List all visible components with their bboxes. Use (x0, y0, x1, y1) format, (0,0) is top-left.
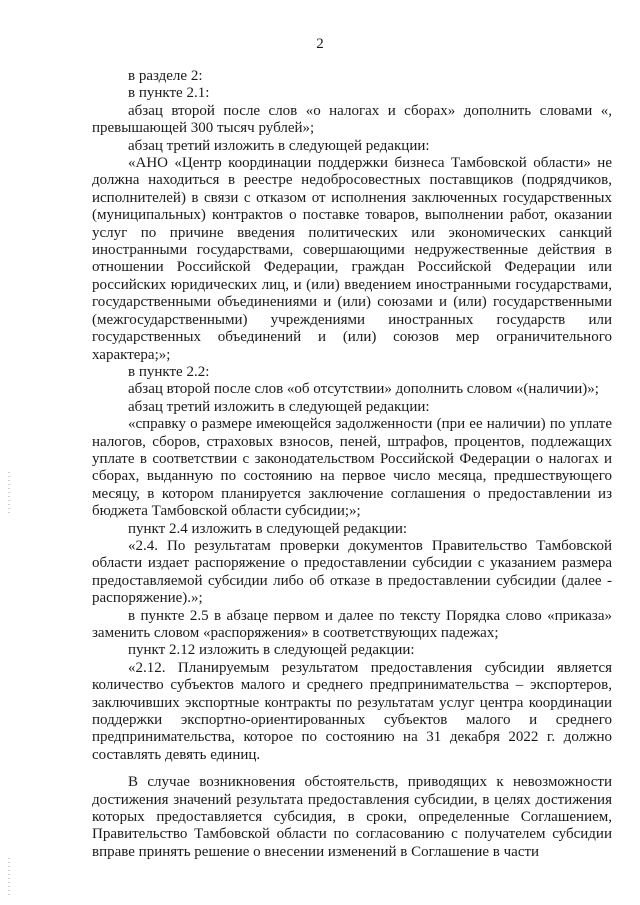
paragraph: «2.12. Планируемым результатом предоставления субсидии является количество субъектов малого и среднего предпринимательства – экспортеров, заключивших экспортные контракты по результатам услуг центра координации поддержки экспортно-ориентированных субъектов малого и среднего предпринимательства, которое по состоянию на 31 декабря 2022 г. должно составлять девять единиц. (92, 659, 612, 763)
paragraph: абзац третий изложить в следующей редакции: (128, 137, 430, 154)
scan-edge-mark (8, 472, 10, 514)
scan-edge-mark (8, 858, 10, 898)
paragraph: В случае возникновения обстоятельств, приводящих к невозможности достижения значений результата предоставления субсидии, в целях достижения которых предоставляется субсидия, в сроки, определенные Соглашением, Правительство Тамбовской области по согласованию с получателем субсидии вправе принять решение о внесении изменений в Соглашение в части (92, 774, 612, 860)
paragraph: в пункте 2.1: (128, 85, 210, 102)
paragraph: в разделе 2: (128, 68, 203, 84)
paragraph: пункт 2.12 изложить в следующей редакции: (128, 642, 415, 659)
paragraph: в пункте 2.5 в абзаце первом и далее по тексту Порядка слово «приказа» заменить словом «распоряжения» в соответствующих падежах; (92, 607, 612, 641)
paragraph: «справку о размере имеющейся задолженности (при ее наличии) по уплате налогов, сборов, страховых взносов, пеней, штрафов, процентов, подлежащих уплате в соответствии с законодательством Российской Федерации о налогах и сборах, выданную по состоянию на первое число месяца, предшествующего месяцу, в котором планируется заключение соглашения о предоставлении из бюджета Тамбовской области субсидии;»; (92, 416, 612, 520)
paragraph: пункт 2.4 изложить в следующей редакции: (128, 520, 408, 537)
paragraph: абзац второй после слов «об отсутствии» дополнить словом «(наличии)»; (128, 381, 599, 398)
paragraph: абзац второй после слов «о налогах и сборах» дополнить словами «, превышающей 300 тысяч рублей»; (92, 102, 612, 137)
paragraph: «АНО «Центр координации поддержки бизнеса Тамбовской области» не должна находиться в реестре недобросовестных поставщиков (подрядчиков, исполнителей) в связи с отказом от исполнения заключенных государственных (муниципальных) контрактов о поставке товаров, выполнении работ, оказании услуг по причине введения политических или экономических санкций иностранными государствами, совершающими недружественные действия в отношении Российской Федерации, граждан Российской Федерации или российских юридических лиц, и (или) введением иностранными государствами, государственными объединениями и (или) союзами и (или) государственными (межгосударственными) учреждениями иностранных государств или государственных объединений и (или) союзов мер ограничительного характера;»; (92, 155, 612, 363)
paragraph: абзац третий изложить в следующей редакции: (128, 398, 430, 415)
paragraph: «2.4. По результатам проверки документов Правительство Тамбовской области издает распоряжение о предоставлении субсидии с указанием размера предоставляемой субсидии либо об отказе в предоставлении субсидии (далее - распоряжение).»; (92, 537, 612, 607)
page-number: 2 (316, 36, 324, 52)
document-body (92, 68, 612, 861)
paragraph: в пункте 2.2: (128, 363, 210, 380)
